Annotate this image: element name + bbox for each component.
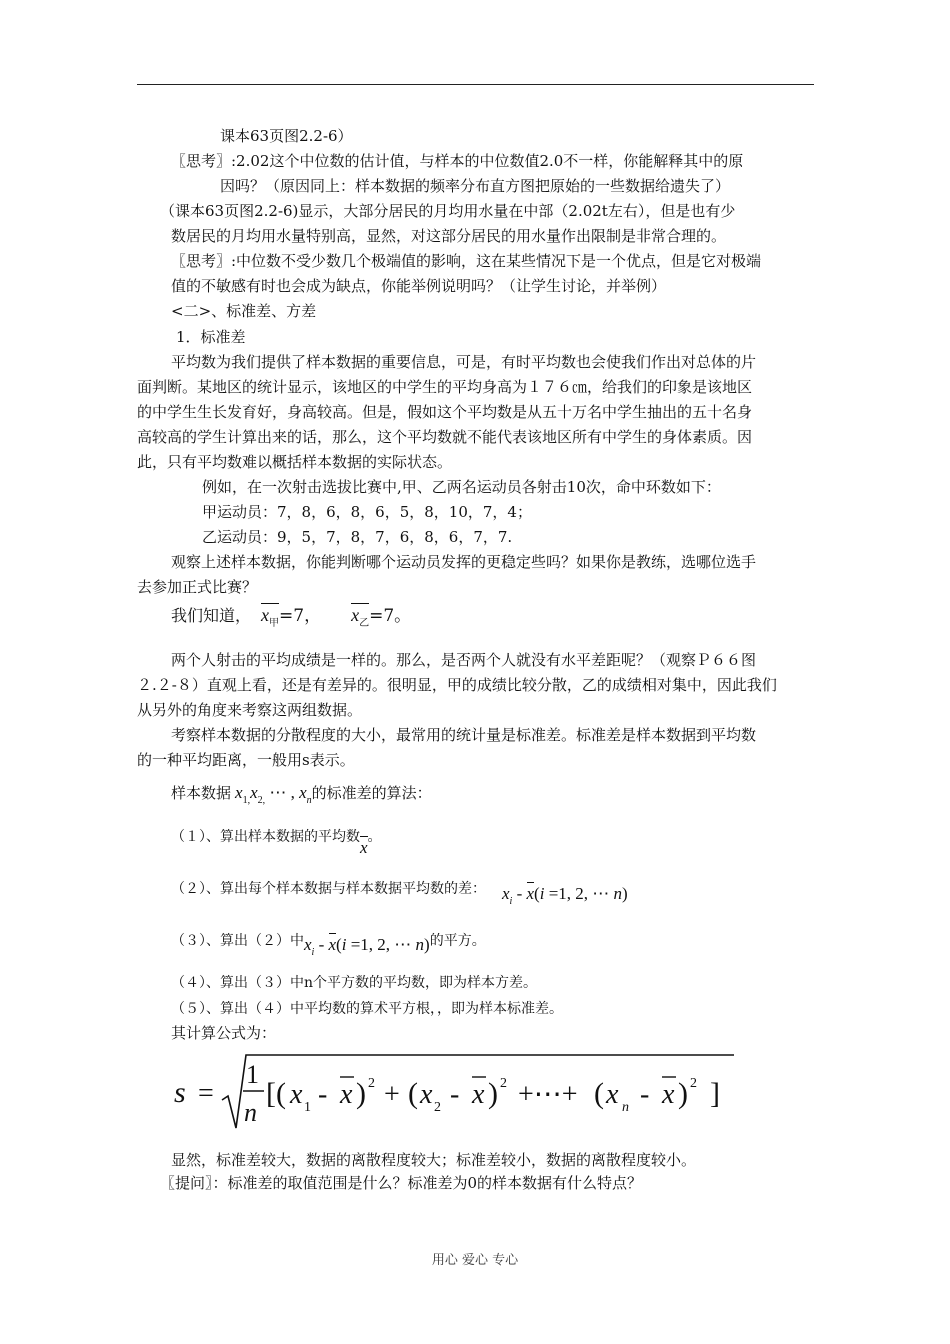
x-bar-b: $x_乙$ [351,605,370,629]
mean-a-value: =7， [279,606,322,626]
svg-text:2: 2 [434,1100,441,1115]
para-line: 观察上述样本数据，你能判断哪个运动员发挥的更稳定些吗？如果你是教练，选哪位选手 [171,553,757,571]
step-3-prefix: （３）、算出（２）中 [171,933,304,949]
svg-text:-: - [450,1079,460,1110]
svg-text:n: n [622,1100,629,1115]
para-line: 面判断。某地区的统计显示，该地区的中学生的平均身高为１７６㎝，给我们的印象是该地区 [137,378,753,396]
svg-text:-: - [640,1079,650,1110]
x-bar-a: $x_甲$ [261,605,280,629]
svg-text:x: x [420,1079,433,1110]
para-line: ２.２-８）直观上看，还是有差异的。很明显，甲的成绩比较分散，乙的成绩相对集中，因此我们 [137,676,777,694]
mean-b-value: =7。 [369,606,412,626]
para-line: 去参加正式比赛？ [137,578,258,596]
svg-text:[(: [( [266,1077,286,1110]
example-line: 例如，在一次射击选拔比赛中,甲、乙两名运动员各射击10次，命中环数如下： [202,478,721,496]
svg-text:): ) [678,1077,688,1110]
svg-text:-: - [318,1079,328,1110]
svg-text:1: 1 [246,1060,259,1089]
svg-text:+⋯+: +⋯+ [518,1079,578,1110]
think-line-1: 〖思考〗:2.02这个中位数的估计值，与样本的中位数值2.0不一样，你能解释其中的原 [171,152,744,170]
section-heading: <二>、标准差、方差 [171,302,317,320]
step-2 [171,878,628,907]
para-line: 考察样本数据的分散程度的大小，最常用的统计量是标准差。标准差是样本数据到平均数 [171,726,757,744]
subsection-heading: 1．标准差 [176,328,246,346]
step-3-suffix: 的平方。 [429,933,486,949]
svg-text:+: + [384,1079,400,1110]
line-textbook-ref: 课本63页图2.2-6） [220,127,353,145]
svg-text:2: 2 [690,1076,697,1091]
athlete-b-scores: 乙运动员：9，5，7，8，7，6，8，6，7，7. [202,528,513,546]
athlete-a-scores: 甲运动员：7，8，6，8，6，5，8，10，7，4； [202,503,532,521]
para-line: 的一种平均距离，一般用s表示。 [137,751,355,769]
mean-line-prefix: 我们知道， [171,606,252,625]
step-1-text: （１）、算出样本数据的平均数 [171,829,360,845]
sample-data-line [171,783,432,806]
formula-intro: 其计算公式为： [171,1024,277,1042]
svg-text:(: ( [408,1077,418,1110]
sub-a: 甲 [269,618,280,629]
think-line-2: 因吗？（原因同上：样本数据的频率分布直方图把原始的一些数据给遗失了） [220,177,731,195]
svg-text:x: x [662,1079,675,1110]
step-1 [171,826,382,857]
svg-text:1: 1 [304,1100,311,1115]
para-line: 的中学生生长发育好，身高较高。但是，假如这个平均数是从五十万名中学生抽出的五十名身 [137,403,753,421]
think-line-3: 〖思考〗:中位数不受少数几个极端值的影响，这在某些情况下是一个优点，但是它对极端 [171,252,762,270]
sample-data-suffix: 的标准差的算法： [311,784,432,802]
sample-sequence: $x_{1,}x_{2,}$ ⋯ , $x_n$ [235,783,312,806]
para-line: 两个人射击的平均成绩是一样的。那么，是否两个人就没有水平差距呢？（观察Ｐ６６图 [171,651,757,669]
svg-text:(: ( [594,1077,604,1110]
para-line: 此，只有平均数难以概括样本数据的实际状态。 [137,453,453,471]
svg-text:2: 2 [500,1076,507,1091]
svg-text:]: ] [710,1077,720,1110]
svg-text:x: x [290,1079,303,1110]
question-line: 〖提问〗：标准差的取值范围是什么？标准差为0的样本数据有什么特点？ [160,1174,643,1192]
para-line: 平均数为我们提供了样本数据的重要信息，可是，有时平均数也会使我们作出对总体的片 [171,353,757,371]
para-line: 高较高的学生计算出来的话，那么，这个平均数就不能代表该地区所有中学生的身体素质。因 [137,428,753,446]
sample-data-prefix: 样本数据 [171,784,232,802]
svg-text:): ) [488,1077,498,1110]
svg-text:): ) [356,1077,366,1110]
svg-text:x: x [606,1079,619,1110]
para-line: 数居民的月均用水量特别高，显然，对这部分居民的用水量作出限制是非常合理的。 [171,227,727,245]
deviation-expr: $x_i - x(i =1$, 2, ⋯ n) [502,884,628,907]
para-line: （课本63页图2.2-6)显示，大部分居民的月均用水量在中部（2.02t左右），但是也有少 [160,202,736,220]
step-4: （４）、算出（３）中n个平方数的平均数，即为样本方差。 [171,975,538,991]
step-3 [171,930,486,958]
x-bar-mean: x [360,838,368,857]
std-dev-formula [170,1050,740,1140]
svg-text:s: s [174,1076,186,1109]
conclusion-line: 显然，标准差较大，数据的离散程度较大；标准差较小，数据的离散程度较小。 [171,1151,697,1169]
page-footer: 用心 爱心 专心 [431,1253,519,1268]
svg-text:n: n [244,1098,257,1127]
mean-equal-line [171,605,411,629]
step-5: （５）、算出（４）中平均数的算术平方根，，即为样本标准差。 [171,1001,563,1017]
step-2-text: （２）、算出每个样本数据与样本数据平均数的差： [171,881,486,897]
para-line: 从另外的角度来考察这两组数据。 [137,701,363,719]
svg-text:2: 2 [368,1076,375,1091]
think-line-4: 值的不敏感有时也会成为缺点，你能举例说明吗？（让学生讨论，并举例） [171,277,667,295]
header-rule [137,84,814,85]
svg-text:x: x [472,1079,485,1110]
svg-text:x: x [340,1079,353,1110]
deviation-expr-2: $x_i - x(i =1$, 2, ⋯ n) [304,935,430,958]
step-1-end: 。 [367,829,382,845]
svg-text:=: = [198,1078,214,1109]
sub-b: 乙 [359,618,370,629]
